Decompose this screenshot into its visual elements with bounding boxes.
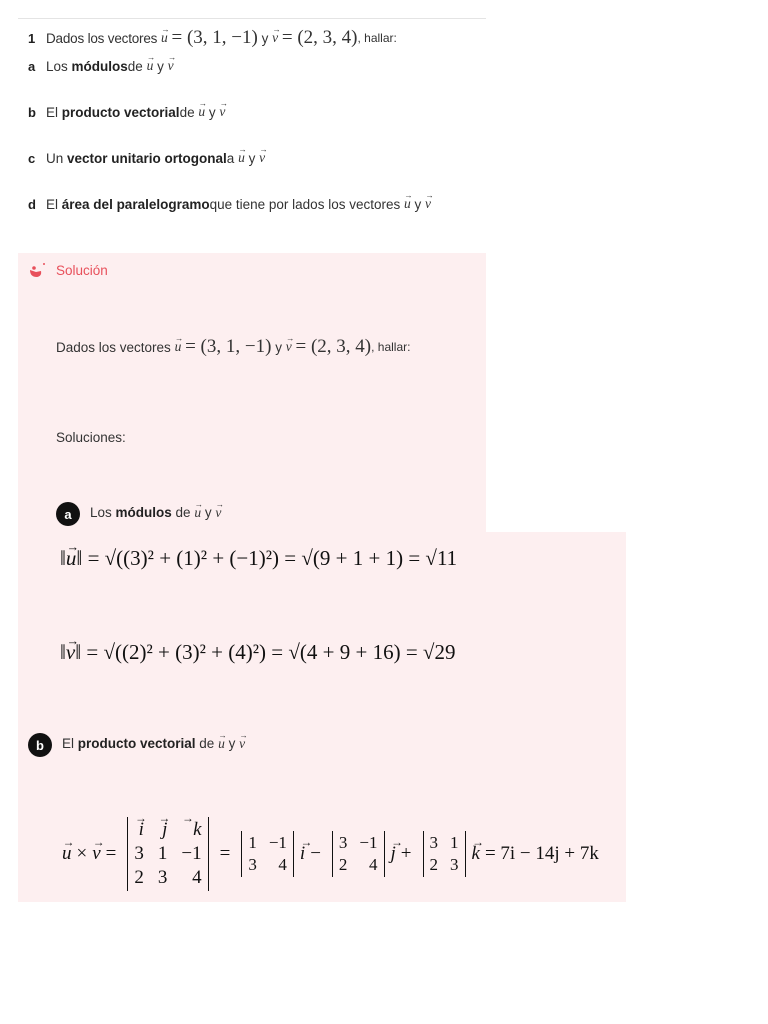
task-item-b [18,100,225,124]
task-item-c [18,146,265,170]
vector-v: → v [272,30,278,46]
norm-v-expression: = √((2)² + (3)² + (4)²) = √(4 + 9 + 16) = √29 [86,640,456,664]
vector-v: → v [286,339,292,355]
conjunction: y [261,30,269,46]
task-text: El [46,104,59,120]
conjunction: y [414,196,422,212]
vector-v: → v [215,505,221,521]
intro-text: Dados los vectores [46,30,158,46]
equation-norm-u: ‖→ u‖ = √((3)² + (1)² + (−1)²) = √(9 + 1 + 1) = √11 [60,546,457,571]
part-b-badge: b [28,733,52,757]
vector-v: → v [66,640,75,665]
conjunction: y [248,150,256,166]
vector-u: → u [218,736,225,752]
solution-sparkle-icon [28,262,46,280]
task-text-tail: a [226,150,235,166]
task-item-d [18,192,431,216]
vector-u: → u [198,104,205,120]
solution-title: Solución [56,263,108,278]
task-text: Los [46,58,68,74]
vector-v: → v [92,843,100,865]
task-text: El [46,196,59,212]
conjunction: y [275,339,282,355]
solution-intro [56,336,410,358]
vector-u: → u [175,339,182,355]
part-text-tail: de [171,505,191,520]
part-keyword: módulos [115,505,172,520]
part-text-tail: de [195,736,215,751]
part-b-heading [62,736,245,752]
determinant-3x3: → i → j → k 3 1 −1 2 3 4 [127,817,208,891]
intro-suffix: , hallar: [357,31,397,45]
task-text-tail: de [179,104,195,120]
vector-v: → v [259,150,265,166]
vector-u: → u [194,505,201,521]
task-keyword: vector unitario ortogonal [67,150,227,166]
cross-product-result: = 7i − 14j + 7k [484,843,599,864]
part-a-badge: a [56,502,80,526]
norm-u-expression: = √((3)² + (1)² + (−1)²) = √(9 + 1 + 1) = √11 [87,546,458,570]
vector-u: → u [161,30,168,46]
task-marker: b [28,104,36,120]
task-text-tail: que tiene por lados los vectores [209,196,401,212]
vector-v: → v [219,104,225,120]
task-keyword: área del paralelogramo [61,196,210,212]
task-keyword: módulos [71,58,128,74]
v-definition: = (2, 3, 4) [281,27,358,48]
minor-i: 1 −1 3 4 [241,831,294,877]
solution-panel [18,253,486,532]
task-item-a [18,54,174,78]
vector-u: → u [404,196,411,212]
minor-j: 3 −1 2 4 [332,831,385,877]
task-keyword: producto vectorial [61,104,180,120]
vector-u: → u [147,58,154,74]
part-a-heading [90,505,221,521]
top-divider [18,18,486,19]
equation-norm-v: ‖→ v‖ = √((2)² + (3)² + (4)²) = √(4 + 9 + 16) = √29 [60,640,455,665]
part-keyword: producto vectorial [77,736,196,751]
vector-v: → v [239,736,245,752]
task-text-tail: de [127,58,143,74]
intro-suffix: , hallar: [371,340,411,354]
part-text: El [62,736,78,751]
u-definition: = (3, 1, −1) [171,27,258,48]
task-text: Un [46,150,64,166]
vector-u: → u [238,150,245,166]
conjunction: y [228,736,236,751]
vector-u: → u [66,546,77,571]
task-marker: a [28,58,36,74]
u-definition: = (3, 1, −1) [185,336,272,357]
conjunction: y [204,505,212,520]
v-definition: = (2, 3, 4) [295,336,372,357]
conjunction: y [157,58,164,74]
problem-number: 1 [28,30,36,46]
vector-v: → v [425,196,431,212]
part-text: Los [90,505,116,520]
vector-v: → v [168,58,174,74]
vector-u: → u [62,843,72,865]
equation-cross-product: → u × → v = → i → j → k 3 1 −1 2 3 4 = 1 −1 3 4 → i − 3 −1 2 4 → j + 3 1 2 3 → k = 7i − 14j + 7k [62,808,604,900]
task-marker: d [28,196,36,212]
task-marker: c [28,150,36,166]
problem-statement [18,26,397,50]
minor-k: 3 1 2 3 [423,831,466,877]
solutions-label: Soluciones: [56,430,126,445]
intro-text: Dados los vectores [56,339,171,355]
conjunction: y [208,104,216,120]
